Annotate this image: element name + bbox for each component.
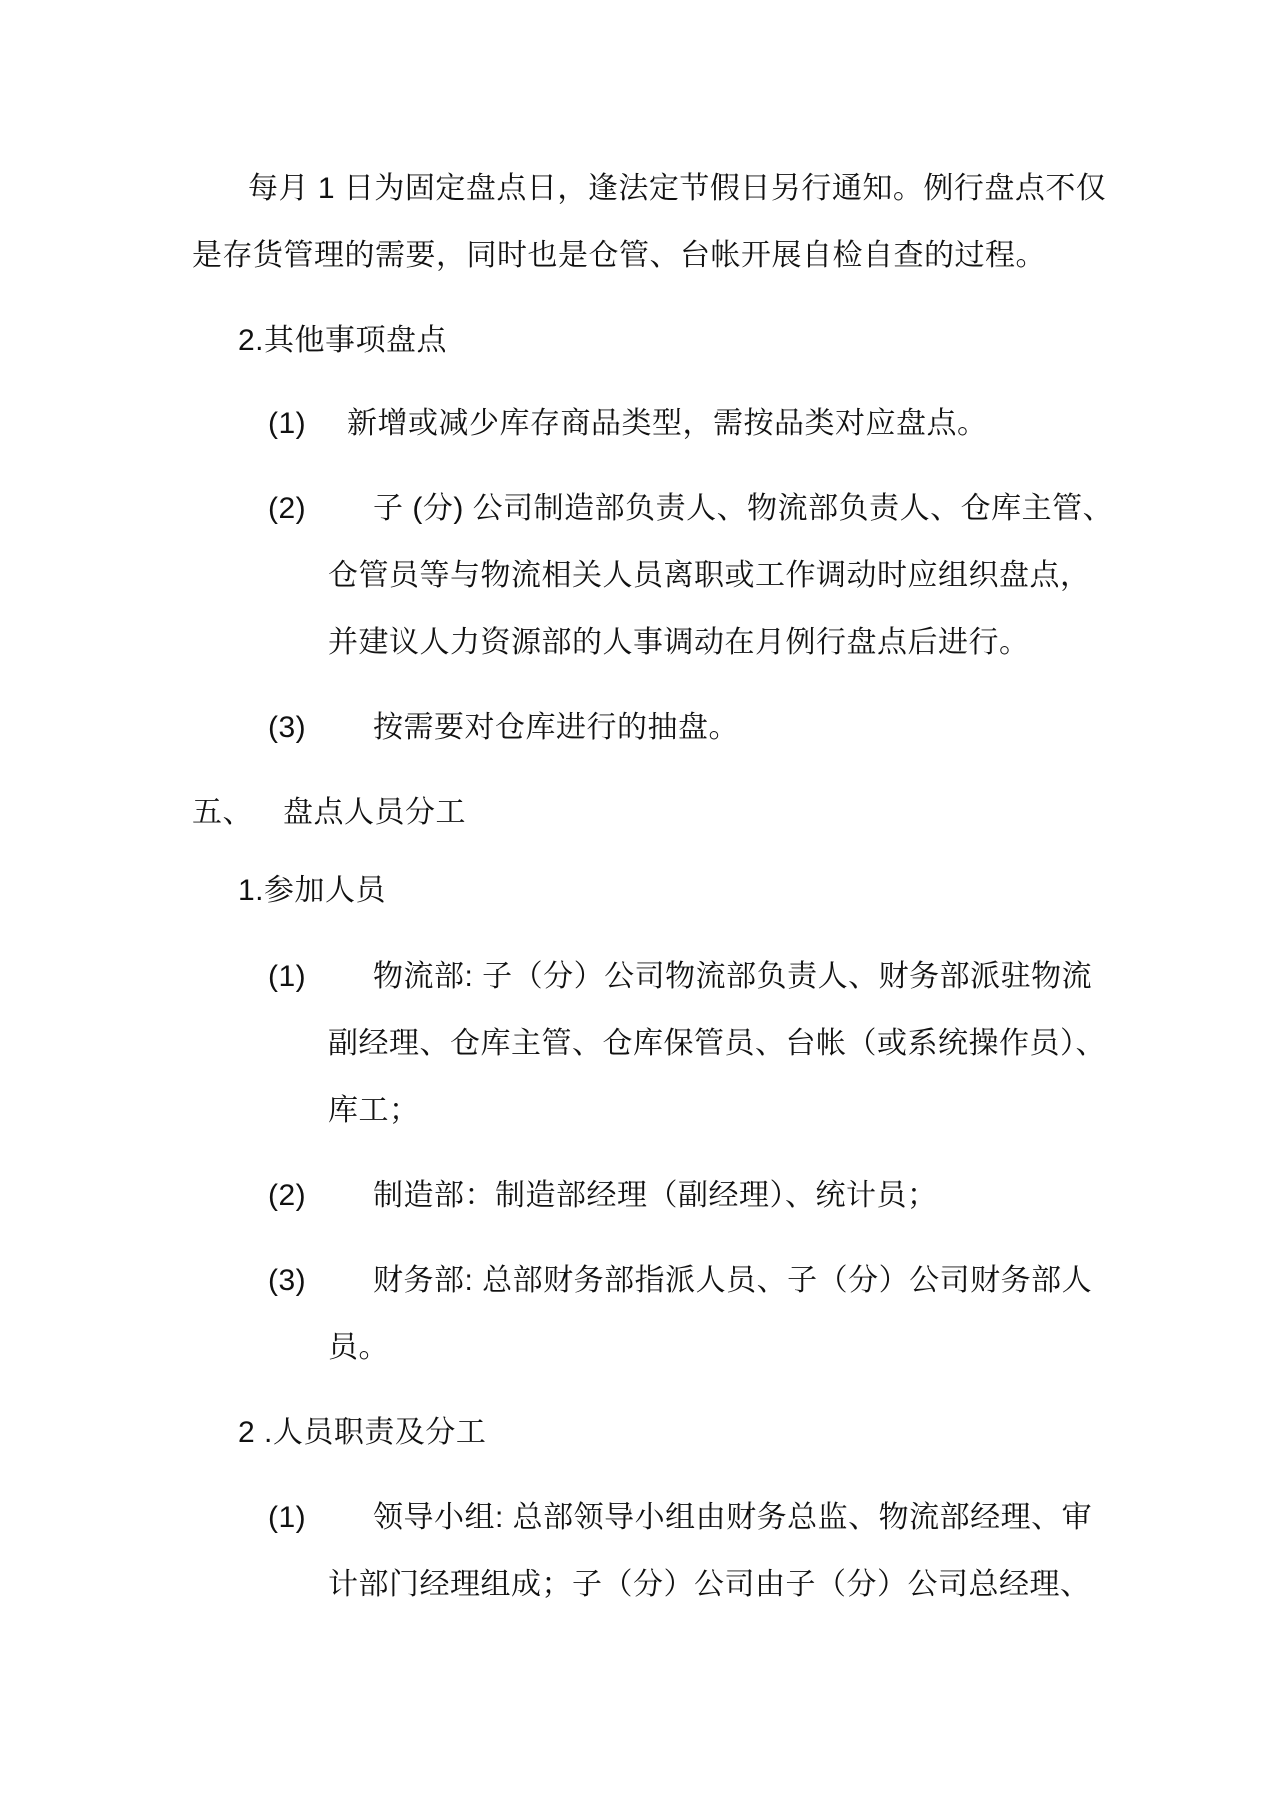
list-marker: (1): [268, 1501, 307, 1534]
list-item-line: [268, 492, 1113, 526]
list-item-text: 财务部: 总部财务部指派人员、子（分）公司财务部人: [373, 1264, 1093, 1297]
list-item-line: [268, 1501, 1092, 1535]
section-heading: 2 .人员职责及分工: [238, 1416, 487, 1449]
list-marker: (3): [268, 711, 307, 744]
list-marker: (1): [268, 960, 307, 993]
list-item-line: [268, 1264, 1092, 1298]
section-heading: 1.参加人员: [238, 874, 387, 907]
list-item-continuation: 副经理、仓库主管、仓库保管员、台帐（或系统操作员）、: [328, 1027, 1106, 1060]
list-item-text: 按需要对仓库进行的抽盘。: [373, 711, 739, 744]
paragraph-line: 是存货管理的需要，同时也是仓管、台帐开展自检自查的过程。: [192, 239, 1046, 272]
list-item-line: [268, 407, 988, 441]
list-item-line: [268, 711, 739, 745]
list-marker: (1): [268, 407, 307, 440]
list-item-line: [268, 960, 1092, 994]
list-item-continuation: 库工；: [328, 1094, 420, 1127]
list-item-text: 子 (分) 公司制造部负责人、物流部负责人、仓库主管、: [373, 492, 1114, 525]
list-marker: (2): [268, 1179, 307, 1212]
section-heading: 2.其他事项盘点: [238, 324, 448, 357]
list-item-text: 领导小组: 总部领导小组由财务总监、物流部经理、审: [373, 1501, 1093, 1534]
list-item-line: [268, 1179, 938, 1213]
list-marker: (3): [268, 1264, 307, 1297]
list-item-text: 物流部: 子（分）公司物流部负责人、财务部派驻物流: [373, 960, 1093, 993]
list-item-continuation: 计部门经理组成；子（分）公司由子（分）公司总经理、: [328, 1568, 1091, 1601]
list-marker: (2): [268, 492, 307, 525]
chapter-title: 盘点人员分工: [283, 796, 466, 829]
chapter-heading: [192, 796, 466, 830]
list-item-text: 新增或减少库存商品类型，需按品类对应盘点。: [347, 407, 988, 440]
list-item-continuation: 员。: [328, 1331, 389, 1364]
paragraph-line: 每月 1 日为固定盘点日，逢法定节假日另行通知。例行盘点不仅: [248, 172, 1107, 205]
list-item-text: 制造部：制造部经理（副经理）、统计员；: [373, 1179, 938, 1212]
list-item-continuation: 并建议人力资源部的人事调动在月例行盘点后进行。: [328, 626, 1030, 659]
list-item-continuation: 仓管员等与物流相关人员离职或工作调动时应组织盘点，: [328, 559, 1091, 592]
chapter-number: 五、: [192, 796, 253, 829]
